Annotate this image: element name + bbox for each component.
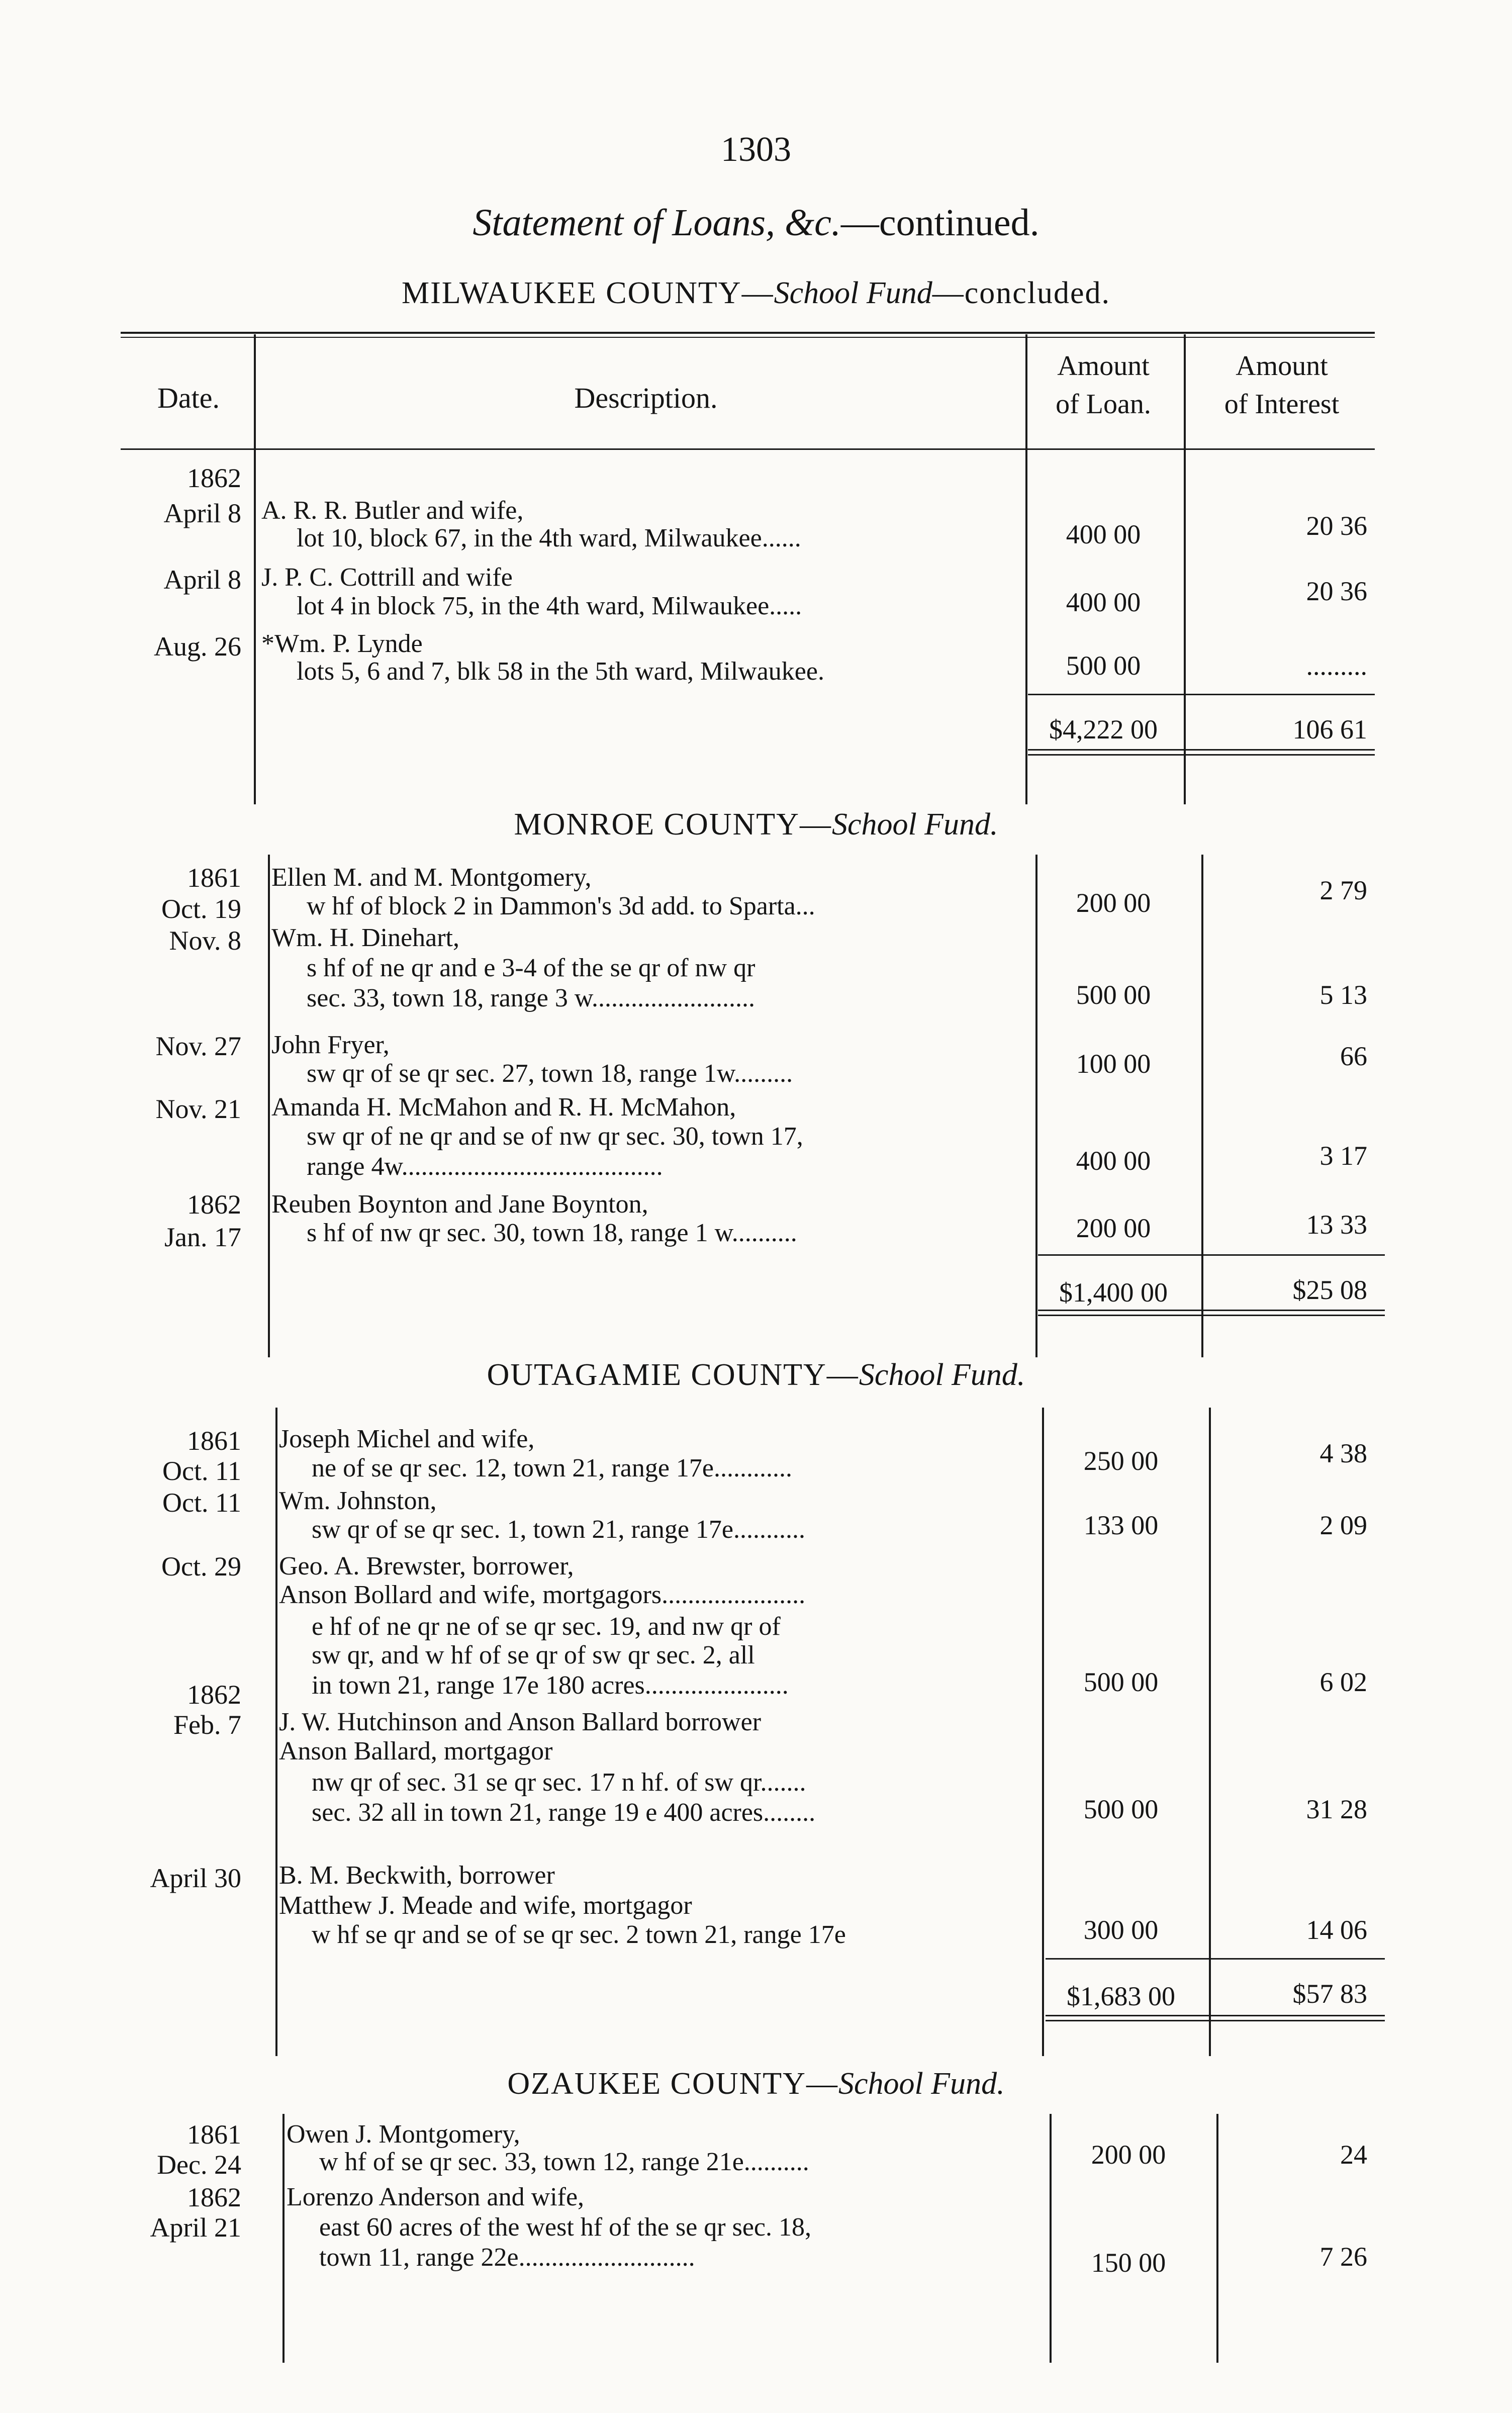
row-interest: 24 <box>1340 2140 1367 2170</box>
row-description: sw qr of se qr sec. 27, town 18, range 1w......... <box>307 1059 793 1088</box>
row-date: Oct. 19 <box>161 894 241 924</box>
subtotal-rule <box>1046 1958 1385 1960</box>
row-party: Wm. Johnston, <box>279 1487 437 1515</box>
section-total-amount: $4,222 00 <box>1049 714 1158 745</box>
row-interest: 5 13 <box>1319 980 1367 1010</box>
row-interest: 20 36 <box>1306 511 1367 541</box>
total-rule <box>1038 1315 1385 1316</box>
section-title-monroe <box>0 807 1512 843</box>
row-date: Nov. 8 <box>169 925 241 956</box>
column-header-amount: Amount of Loan. <box>1056 350 1151 420</box>
row-amount: 500 00 <box>1076 980 1151 1010</box>
row-date: April 21 <box>150 2212 241 2243</box>
section-title-outagamie <box>0 1357 1512 1393</box>
row-party: J. P. C. Cottrill and wife <box>261 563 513 592</box>
row-amount: 250 00 <box>1083 1446 1159 1476</box>
row-description: w hf of se qr sec. 33, town 12, range 21e.......... <box>319 2148 809 2176</box>
year-label: 1861 <box>187 863 241 893</box>
row-interest: 13 33 <box>1306 1210 1367 1240</box>
row-date: Feb. 7 <box>173 1710 241 1740</box>
row-interest: 20 36 <box>1306 576 1367 606</box>
row-party: Amanda H. McMahon and R. H. McMahon, <box>271 1093 736 1122</box>
column-rule <box>1035 855 1037 1357</box>
section-total-interest: 106 61 <box>1292 714 1367 745</box>
row-date: Aug. 26 <box>154 631 241 662</box>
row-date: Nov. 27 <box>155 1031 241 1061</box>
row-party: J. W. Hutchinson and Anson Ballard borrower <box>279 1708 762 1736</box>
row-description: ne of se qr sec. 12, town 21, range 17e............ <box>312 1454 792 1482</box>
section-total-interest: $57 83 <box>1292 1979 1367 2009</box>
section-total-amount: $1,400 00 <box>1059 1277 1168 1308</box>
section-title-ozaukee <box>0 2066 1512 2102</box>
row-party: Anson Ballard, mortgagor <box>279 1737 553 1766</box>
row-amount: 500 00 <box>1083 1794 1159 1824</box>
page-title-main: Statement of Loans, &c. <box>472 202 841 244</box>
row-description: nw qr of sec. 31 se qr sec. 17 n hf. of sw qr....... <box>312 1768 806 1797</box>
row-description: east 60 acres of the west hf of the se qr sec. 18, <box>319 2213 811 2242</box>
row-amount: 500 00 <box>1083 1667 1159 1697</box>
row-description: lot 10, block 67, in the 4th ward, Milwaukee...... <box>297 524 801 552</box>
total-rule <box>1046 2015 1385 2016</box>
county-name: MILWAUKEE COUNTY— <box>402 276 774 310</box>
section-total-amount: $1,683 00 <box>1067 1981 1175 2011</box>
page-title-suffix: —continued. <box>840 202 1040 244</box>
row-party: Reuben Boynton and Jane Boynton, <box>271 1190 648 1219</box>
row-interest: 31 28 <box>1306 1794 1367 1824</box>
column-rule <box>1050 2114 1052 2363</box>
row-date: Nov. 21 <box>155 1094 241 1124</box>
county-name: OUTAGAMIE COUNTY— <box>487 1358 859 1392</box>
row-description: w hf se qr and se of se qr sec. 2 town 21, range 17e <box>312 1920 846 1949</box>
row-party: A. R. R. Butler and wife, <box>261 496 524 525</box>
row-description: e hf of ne qr ne of se qr sec. 19, and nw qr of <box>312 1612 781 1641</box>
row-party: John Fryer, <box>271 1031 390 1059</box>
year-label: 1862 <box>187 1189 241 1220</box>
column-rule <box>268 855 270 1357</box>
table-top-rule <box>121 332 1375 334</box>
row-party: Ellen M. and M. Montgomery, <box>271 863 592 892</box>
row-date: Oct. 11 <box>162 1488 241 1518</box>
row-interest: 7 26 <box>1319 2242 1367 2272</box>
total-rule <box>1028 749 1375 751</box>
row-description: town 11, range 22e........................... <box>319 2243 695 2272</box>
row-amount: 400 00 <box>1066 587 1141 617</box>
row-party: Matthew J. Meade and wife, mortgagor <box>279 1891 692 1920</box>
total-rule <box>1038 1310 1385 1311</box>
subtotal-rule <box>1028 694 1375 695</box>
row-description: sec. 33, town 18, range 3 w......................... <box>307 984 755 1012</box>
row-interest: 14 06 <box>1306 1915 1367 1945</box>
row-amount: 200 00 <box>1076 1213 1151 1243</box>
row-interest: 2 79 <box>1319 875 1367 905</box>
row-party: Joseph Michel and wife, <box>279 1425 535 1453</box>
row-amount: 400 00 <box>1066 519 1141 549</box>
column-rule <box>1184 334 1186 804</box>
total-rule <box>1046 2020 1385 2021</box>
section-title-milwaukee <box>0 275 1512 311</box>
year-label: 1862 <box>187 463 241 493</box>
column-header-interest: Amount of Interest <box>1224 350 1340 420</box>
row-description: w hf of block 2 in Dammon's 3d add. to Sparta... <box>307 892 815 920</box>
year-label: 1861 <box>187 1426 241 1456</box>
row-amount: 500 00 <box>1066 651 1141 681</box>
row-date: Oct. 29 <box>161 1551 241 1582</box>
row-description: sw qr of se qr sec. 1, town 21, range 17e........... <box>312 1515 806 1544</box>
row-party: B. M. Beckwith, borrower <box>279 1861 555 1890</box>
fund-name: School Fund. <box>831 807 998 842</box>
column-header-date: Date. <box>157 382 220 414</box>
row-description: range 4w........................................ <box>307 1152 663 1181</box>
row-party: Owen J. Montgomery, <box>287 2120 520 2149</box>
row-interest: 4 38 <box>1319 1438 1367 1468</box>
row-date: April 8 <box>163 565 241 595</box>
row-date: Jan. 17 <box>164 1222 241 1252</box>
row-description: s hf of ne qr and e 3-4 of the se qr of nw qr <box>307 954 755 982</box>
row-interest: 6 02 <box>1319 1667 1367 1697</box>
page-title <box>0 201 1512 245</box>
row-interest: 3 17 <box>1319 1141 1367 1171</box>
page-number: 1303 <box>721 130 791 169</box>
county-name: MONROE COUNTY— <box>514 807 832 842</box>
row-description: lot 4 in block 75, in the 4th ward, Milwaukee..... <box>297 592 802 620</box>
row-amount: 300 00 <box>1083 1915 1159 1945</box>
column-rule <box>282 2114 285 2363</box>
row-date: April 30 <box>150 1863 241 1893</box>
row-party: Wm. H. Dinehart, <box>271 923 460 952</box>
row-description: lots 5, 6 and 7, blk 58 in the 5th ward, Milwaukee. <box>297 657 824 686</box>
column-rule <box>275 1408 277 2056</box>
section-suffix: —concluded. <box>932 276 1110 310</box>
row-amount: 150 00 <box>1091 2248 1166 2278</box>
header-bottom-rule <box>121 448 1375 450</box>
year-label: 1861 <box>187 2119 241 2150</box>
row-description: s hf of nw qr sec. 30, town 18, range 1 w.......... <box>307 1219 797 1247</box>
year-label: 1862 <box>187 2182 241 2212</box>
row-amount: 100 00 <box>1076 1049 1151 1079</box>
row-date: April 8 <box>163 498 241 528</box>
row-interest: ......... <box>1306 651 1367 681</box>
row-description: sw qr of ne qr and se of nw qr sec. 30, town 17, <box>307 1122 803 1151</box>
year-label: 1862 <box>187 1680 241 1710</box>
row-date: Dec. 24 <box>157 2150 241 2180</box>
row-party: Anson Bollard and wife, mortgagors...................... <box>279 1581 806 1609</box>
table-top-rule-thin <box>121 337 1375 338</box>
row-amount: 133 00 <box>1083 1510 1159 1540</box>
fund-name: School Fund. <box>859 1358 1025 1392</box>
total-rule <box>1028 754 1375 756</box>
row-interest: 66 <box>1340 1041 1367 1071</box>
row-amount: 200 00 <box>1091 2140 1166 2170</box>
row-party: *Wm. P. Lynde <box>261 629 423 658</box>
fund-name: School Fund <box>774 276 932 310</box>
row-amount: 400 00 <box>1076 1146 1151 1176</box>
subtotal-rule <box>1038 1254 1385 1256</box>
row-description: in town 21, range 17e 180 acres...................... <box>312 1671 789 1700</box>
row-party: Lorenzo Anderson and wife, <box>287 2183 585 2211</box>
row-description: sec. 32 all in town 21, range 19 e 400 acres........ <box>312 1798 816 1827</box>
column-header-description: Description. <box>574 382 718 414</box>
row-amount: 200 00 <box>1076 888 1151 918</box>
row-interest: 2 09 <box>1319 1510 1367 1540</box>
row-party: Geo. A. Brewster, borrower, <box>279 1552 574 1581</box>
row-description: sw qr, and w hf of se qr of sw qr sec. 2, all <box>312 1641 755 1669</box>
fund-name: School Fund. <box>838 2067 1005 2101</box>
county-name: OZAUKEE COUNTY— <box>507 2067 838 2101</box>
section-total-interest: $25 08 <box>1292 1275 1367 1305</box>
row-date: Oct. 11 <box>162 1456 241 1486</box>
